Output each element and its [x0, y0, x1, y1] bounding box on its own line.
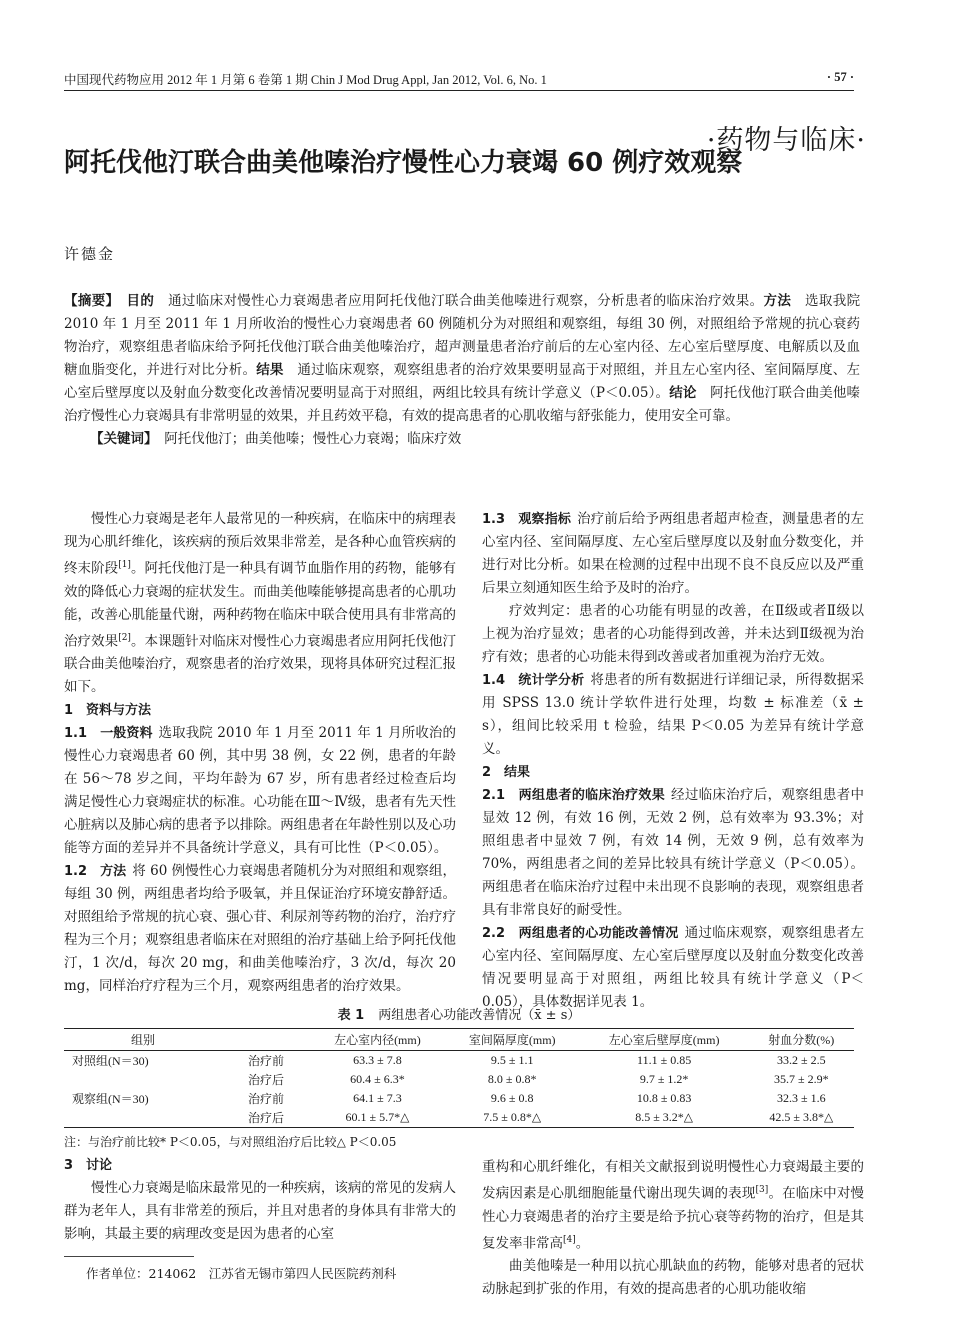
discussion-column-right — [482, 1156, 864, 1301]
table-cell: 11.1 ± 0.85 — [637, 1053, 692, 1067]
table-cell: 60.1 ± 5.7*△ — [310, 1108, 445, 1128]
discussion-paragraph-2: 曲美他嗪是一种用以抗心肌缺血的药物，能够对患者的冠状动脉起到扩张的作用，有效的提高患者的心肌功能收缩 — [482, 1258, 864, 1297]
table-row — [64, 1051, 854, 1071]
table-header-cell — [222, 1029, 310, 1051]
table-cell: 观察组(N＝30) — [72, 1092, 149, 1106]
intro-paragraph: 慢性心力衰竭是老年人最常见的一种疾病，在临床中的病理表现为心肌纤维化，该疾病的预后效果非常差，是各种心血管疾病的终末阶段[1]。阿托伐他汀是一种具有调节血脂作用的药物，能够有效的降低心力衰竭的症状发生。而曲美他嗪能够提高患者的心肌功能，改善心肌能量代谢，两种药物在临床中联合使用具有非常高的治疗效果[2]。本课题针对临床对慢性心力衰竭患者应用阿托伐他汀联合曲美他嗪治疗，观察患者的治疗效果，现将具体研究过程汇报如下。 — [64, 511, 457, 695]
section-heading: 1 资料与方法 — [64, 703, 152, 718]
table-cell: 9.5 ± 1.1 — [490, 1053, 534, 1067]
table-row — [64, 1089, 854, 1108]
section-1-4: 1.4 统计学分析 将患者的所有数据进行详细记录，所得数据采用 SPSS 13.0 统计学软件进行处理，均数 ± 标准差（x̄ ± s），组间比较采用 t 检验，结果 P＜0.05 为差异有统计学意义。 — [482, 672, 865, 757]
footnote-rule — [64, 1256, 194, 1257]
running-header — [64, 70, 854, 88]
section-1-1: 1.1 一般资料 选取我院 2010 年 1 月至 2011 年 1 月所收治的慢性心力衰竭患者 60 例，其中男 38 例，女 22 例，患者的年龄在 56～78 岁之间，平均年龄为 67 岁，所有患者经过检查后均满足慢性心力衰竭症状的标准。心功能在Ⅲ～Ⅳ级，患者有先天性心脏病以及肺心病的患者予以排除。两组患者在年龄性别以及心功能等方面的差异并不具备统计学意义，具有可比性（P＜0.05）。 — [64, 725, 456, 856]
table-caption: 表 1 两组患者心功能改善情况（x̄ ± s） — [337, 1008, 581, 1023]
article-title: 阿托伐他汀联合曲美他嗪治疗慢性心力衰竭 60 例疗效观察 — [64, 148, 743, 178]
table-cell: 治疗前 — [247, 1054, 284, 1068]
data-table — [64, 1028, 854, 1128]
table-cell: 63.3 ± 7.8 — [353, 1053, 402, 1067]
abstract-body: 【摘要】 目的 通过临床对慢性心力衰竭患者应用阿托伐他汀联合曲美他嗪进行观察，分析患者的临床治疗效果。方法 选取我院 2010 年 1 月至 2011 年 1 月所收治的慢性心力衰竭患者 60 例随机分为对照组和观察组，每组 30 例，对照组给予常规的抗心衰药物治疗，观察组患者临床给予阿托伐他汀联合曲美他嗪治疗，超声测量患者治疗前后的左心室内径、左心室后壁厚度、电解质以及血糖血脂变化，并进行对比分析。结果 通过临床观察，观察组患者的治疗效果要明显高于对照组，并且左心室内径、室间隔厚度、左心室后壁厚度以及射血分数变化改善情况要明显高于对照组，两组比较具有统计学意义（P＜0.05）。结论 阿托伐他汀联合曲美他嗪治疗慢性心力衰竭具有非常明显的效果，并且药效平稳，有效的提高患者的心肌收缩与舒张能力，使用安全可靠。 — [64, 293, 861, 424]
table-cell: 8.5 ± 3.2*△ — [580, 1108, 749, 1128]
section-2-1: 2.1 两组患者的临床治疗效果 经过临床治疗后，观察组患者中显效 12 例，有效 16 例，无效 2 例，总有效率为 93.3%；对照组患者中显效 7 例，有效 14 例，无效 9 例，总有效率为 70%，两组患者之间的差异比较具有统计学意义（P＜0.05）。两组患者在临床治疗过程中未出现不良影响的表现，观察组患者具有非常良好的耐受性。 — [482, 787, 864, 918]
table-note: 注：与治疗前比较* P＜0.05，与对照组治疗后比较△ P＜0.05 — [64, 1135, 397, 1149]
discussion-continued: 重构和心肌纤维化，有相关文献报到说明慢性心力衰竭最主要的发病因素是心肌细胞能量代谢出现失调的表现[3]。在临床中对慢性心力衰竭患者的治疗主要是给予抗心衰等药物的治疗，但是其复发率非常高[4]。 — [482, 1159, 865, 1251]
table-header-cell: 左心室内径(mm) — [310, 1029, 445, 1051]
table-header-cell: 室间隔厚度(mm) — [445, 1029, 580, 1051]
table-cell — [64, 1070, 222, 1089]
author-affiliation: 作者单位：214062 江苏省无锡市第四人民医院药剂科 — [86, 1266, 397, 1281]
table-header-cell: 左心室后壁厚度(mm) — [580, 1029, 749, 1051]
table-row — [64, 1070, 854, 1089]
table-cell: 10.8 ± 0.83 — [636, 1091, 692, 1105]
table-header-row — [64, 1029, 854, 1051]
table-cell: 8.0 ± 0.8* — [487, 1072, 537, 1086]
table-row — [64, 1108, 854, 1128]
table-cell: 9.6 ± 0.8 — [490, 1091, 534, 1105]
section-1-2: 1.2 方法 将 60 例慢性心力衰竭患者随机分为对照组和观察组，每组 30 例，两组患者均给予吸氧，并且保证治疗环境安静舒适。对照组给予常规的抗心衰、强心苷、利尿剂等药物的治疗，治疗疗程为三个月；观察组患者临床在对照组的治疗基础上给予阿托伐他汀，1 次/d，每次 20 mg，和曲美他嗪治疗，3 次/d，每次 20 mg，同样治疗疗程为三个月，观察两组患者的治疗效果。 — [64, 863, 457, 994]
table-cell: 7.5 ± 0.8*△ — [445, 1108, 580, 1128]
author: 许德金 — [64, 245, 116, 263]
discussion-paragraph: 慢性心力衰竭是临床最常见的一种疾病，该病的常见的发病人群为老年人，具有非常差的预后，并且对患者的身体具有非常大的影响，其最主要的病理改变是因为患者的心室 — [64, 1180, 456, 1242]
table-cell: 9.7 ± 1.2* — [639, 1072, 689, 1086]
table-header-cell: 射血分数(%) — [749, 1029, 854, 1051]
abstract — [64, 290, 860, 451]
table-cell: 治疗后 — [247, 1073, 284, 1087]
table-cell: 60.4 ± 6.3* — [350, 1072, 405, 1086]
table-cell: 35.7 ± 2.9* — [774, 1072, 829, 1086]
section-heading: 3 讨论 — [64, 1158, 113, 1173]
table-cell — [64, 1108, 222, 1128]
column-name: ·药物与临床· — [706, 125, 866, 156]
journal-citation: 中国现代药物应用 2012 年 1 月第 6 卷第 1 期 Chin J Mod Drug Appl, Jan 2012, Vol. 6, No. 1 — [64, 73, 547, 87]
section-2-2: 2.2 两组患者的心功能改善情况 通过临床观察，观察组患者左心室内径、室间隔厚度、左心室后壁厚度以及射血分数变化改善情况要明显高于对照组，两组比较具有统计学意义（P＜0.05），具体数据详见表 1。 — [482, 925, 865, 1010]
efficacy-criteria: 疗效判定：患者的心功能有明显的改善，在Ⅱ级或者Ⅱ级以上视为治疗显效；患者的心功能得到改善，并未达到Ⅱ级视为治疗有效；患者的心功能未得到改善或者加重视为治疗无效。 — [482, 603, 864, 665]
table-cell: 治疗后 — [222, 1108, 310, 1128]
table-header-cell: 组别 — [64, 1029, 222, 1051]
table-cell: 治疗前 — [247, 1092, 284, 1106]
table-cell: 64.1 ± 7.3 — [353, 1091, 402, 1105]
body-column-right — [482, 508, 864, 1014]
table-cell: 对照组(N＝30) — [72, 1054, 149, 1068]
table-cell: 32.3 ± 1.6 — [777, 1091, 826, 1105]
table-cell: 42.5 ± 3.8*△ — [749, 1108, 854, 1128]
discussion-column-left — [64, 1154, 456, 1246]
section-heading: 2 结果 — [482, 765, 531, 780]
table-cell: 33.2 ± 2.5 — [777, 1053, 826, 1067]
keywords: 【关键词】 阿托伐他汀；曲美他嗪；慢性心力衰竭；临床疗效 — [90, 431, 462, 447]
body-column-left — [64, 508, 456, 998]
header-rule — [64, 90, 854, 91]
page-number: · 57 · — [826, 70, 854, 84]
section-1-3: 1.3 观察指标 治疗前后给予两组患者超声检查，测量患者的左心室内径、室间隔厚度、左心室后壁厚度以及射血分数变化，并进行对比分析。如果在检测的过程中出现不良不良反应以及严重后果立刻通知医生给予及时的治疗。 — [482, 511, 864, 596]
